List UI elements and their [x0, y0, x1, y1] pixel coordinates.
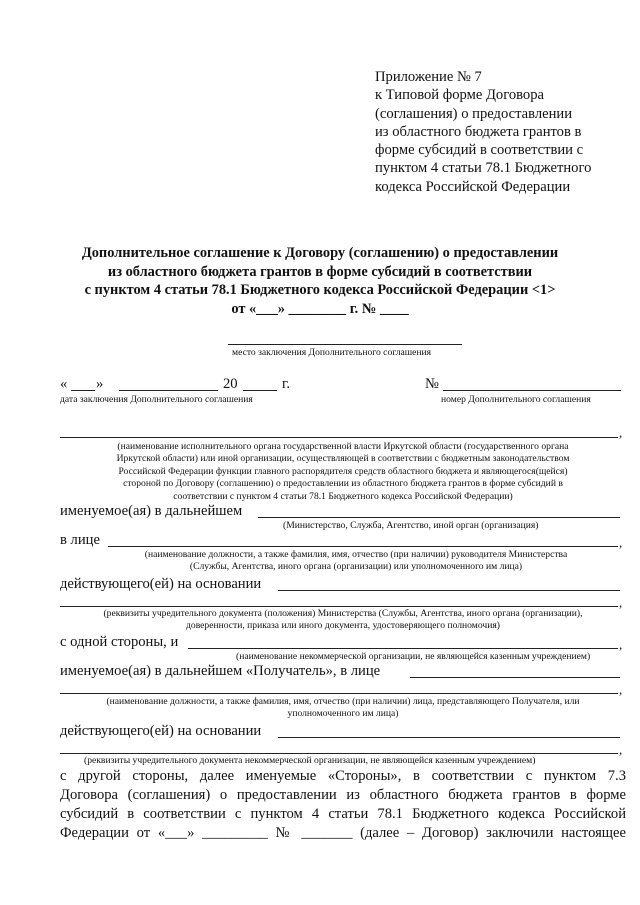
comma: , [619, 742, 623, 757]
acting2-field[interactable] [278, 737, 620, 738]
acting1-field[interactable] [278, 590, 620, 591]
document-title [0, 244, 640, 318]
named2-label: именуемое(ая) в дальнейшем «Получатель», в лице [60, 663, 381, 679]
title-line: от «___» ________ г. № ____ [231, 300, 409, 317]
caption-line: (реквизиты учредительного документа (положения) Министерства (Службы, Агентства, иного органа (организации), [103, 608, 583, 619]
named2-caption [60, 696, 626, 721]
in-person-label: в лице [60, 532, 100, 548]
paragraph-line: субсидий в соответствии с пунктом 4 статьи 78.1 Бюджетного кодекса Российской [60, 806, 626, 822]
caption-line: соответствии с пунктом 4 статьи 78.1 Бюджетного кодекса Российской Федерации) [173, 490, 513, 502]
recipient-org-field[interactable] [188, 648, 618, 649]
date-year-field[interactable] [243, 390, 277, 391]
agreement-number-field[interactable] [443, 390, 621, 391]
named1-caption: (Министерство, Служба, Агентство, иной орган (организация) [283, 520, 539, 531]
caption-line: (наименование исполнительного органа государственной власти Иркутской области (государственного органа [117, 441, 569, 452]
acting1-label: действующего(ей) на основании [60, 576, 262, 592]
date-quote-close: » [96, 376, 104, 392]
number-sign: № [425, 376, 439, 392]
acting1-caption [60, 608, 626, 633]
comma: , [619, 595, 623, 610]
org-caption [60, 441, 626, 503]
caption-line: Российской Федерации функции главного распорядителя средств областного бюджета и являющегося(щейся) [118, 465, 568, 477]
date-year-prefix: 20 [223, 376, 238, 392]
caption-line: доверенности, приказа или иного документа, удостоверяющего полномочия) [186, 620, 500, 632]
in-person-caption [96, 549, 616, 574]
date-caption: дата заключения Дополнительного соглашения [60, 394, 253, 405]
date-day-field[interactable] [71, 390, 95, 391]
date-month-field[interactable] [119, 390, 218, 391]
place-caption: место заключения Дополнительного соглашения [232, 347, 432, 358]
named1-label: именуемое(ая) в дальнейшем [60, 503, 243, 519]
named1-field[interactable] [258, 517, 620, 518]
caption-line: Иркутской области) или иной организации, осуществляющей в соответствии с бюджетным законодательством [116, 453, 570, 465]
closing-paragraph [60, 767, 626, 843]
title-line: из областного бюджета грантов в форме субсидий в соответствии [107, 263, 533, 280]
acting2-label: действующего(ей) на основании [60, 723, 262, 739]
comma: , [619, 425, 623, 440]
title-line: с пунктом 4 статьи 78.1 Бюджетного кодекса Российской Федерации <1> [84, 282, 556, 299]
acting2-caption: (реквизиты учредительного документа некоммерческой организации, не являющейся казенным учреждением) [84, 755, 536, 766]
appendix-block [375, 68, 591, 196]
appendix-line: форме субсидий в соответствии с [375, 142, 584, 159]
appendix-line: к Типовой форме Договора [375, 87, 544, 104]
caption-line: уполномоченного им лица) [287, 708, 399, 720]
caption-line: (Службы, Агентства, иного органа (организации) или уполномоченного им лица) [189, 561, 523, 573]
paragraph-line: Договора (соглашения) о предоставлении из областного бюджета грантов в форме [60, 787, 626, 803]
caption-line: стороной по Договору (соглашению) о предоставлении из областного бюджета грантов в форме субсидий в [123, 478, 563, 490]
comma: , [619, 682, 623, 697]
one-side-caption: (наименование некоммерческой организации, не являющейся казенным учреждением) [236, 651, 591, 662]
org-field[interactable] [60, 437, 618, 438]
appendix-line: (соглашения) о предоставлении [375, 105, 573, 122]
title-line: Дополнительное соглашение к Договору (соглашению) о предоставлении [81, 245, 559, 261]
date-year-suffix: г. [282, 376, 290, 392]
paragraph-line: с другой стороны, далее именуемые «Стороны», в соответствии с пунктом 7.3 [60, 768, 626, 784]
acting1-field-2[interactable] [60, 606, 618, 607]
in-person-field[interactable] [108, 546, 618, 547]
one-side-label: с одной стороны, и [60, 634, 179, 650]
comma: , [619, 535, 623, 550]
appendix-line: кодекса Российской Федерации [375, 178, 571, 195]
named2-field[interactable] [410, 677, 620, 678]
caption-line: (наименование должности, а также фамилия, имя, отчество (при наличии) руководителя Министерства [144, 549, 568, 560]
acting2-field-2[interactable] [60, 753, 618, 754]
appendix-line: из областного бюджета грантов в [375, 123, 582, 140]
date-quote-open: « [60, 376, 68, 392]
comma: , [619, 637, 623, 652]
paragraph-line: Федерации от «___» _________ № _______ (далее – Договор) заключили настоящее [60, 825, 626, 841]
caption-line: (наименование должности, а также фамилия, имя, отчество (при наличии) лица, представляющего Получателя, или [106, 696, 580, 707]
appendix-line: Приложение № 7 [375, 69, 482, 85]
named2-field-2[interactable] [60, 693, 618, 694]
place-field[interactable] [228, 344, 462, 345]
number-caption: номер Дополнительного соглашения [441, 394, 591, 405]
appendix-line: пунктом 4 статьи 78.1 Бюджетного [375, 160, 592, 177]
